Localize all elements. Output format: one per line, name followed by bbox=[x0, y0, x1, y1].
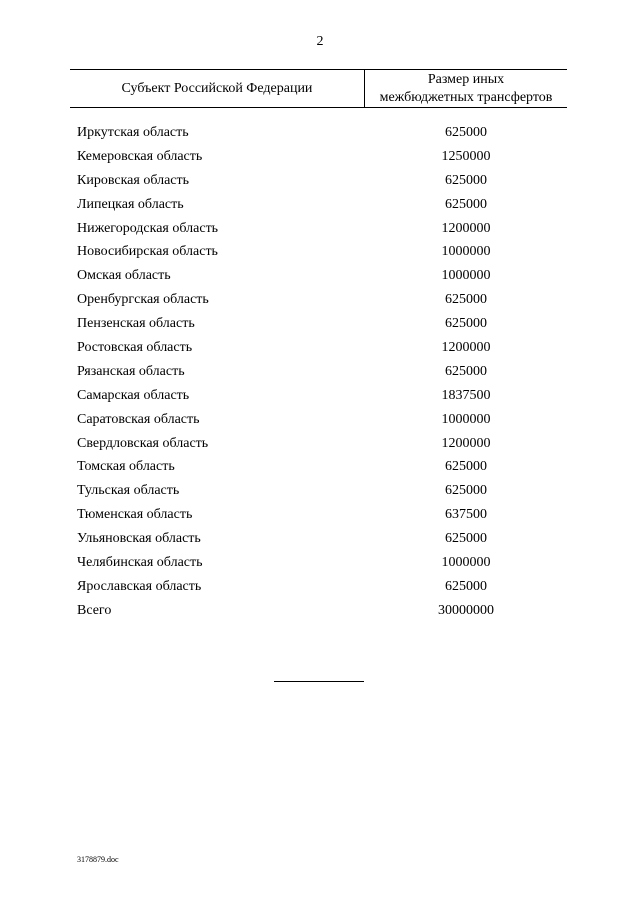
table-row bbox=[0, 121, 640, 145]
total-label: Всего bbox=[77, 602, 112, 618]
region-name: Самарская область bbox=[77, 387, 190, 403]
region-name: Томская область bbox=[77, 459, 175, 475]
table-row bbox=[0, 384, 640, 408]
transfer-amount: 625000 bbox=[445, 316, 487, 332]
table-row bbox=[0, 217, 640, 241]
region-name: Ярославская область bbox=[77, 578, 202, 594]
transfer-amount: 1000000 bbox=[441, 268, 491, 284]
region-name: Свердловская область bbox=[77, 435, 209, 451]
page-number: 2 bbox=[316, 34, 324, 49]
region-name: Тульская область bbox=[77, 483, 180, 499]
region-name: Омская область bbox=[77, 268, 171, 284]
transfer-amount: 625000 bbox=[445, 483, 487, 499]
table-row bbox=[0, 479, 640, 503]
table-row bbox=[0, 551, 640, 575]
transfer-amount: 1000000 bbox=[441, 244, 491, 260]
table-row bbox=[0, 288, 640, 312]
table-row bbox=[0, 527, 640, 551]
transfer-amount: 1200000 bbox=[441, 435, 491, 451]
region-name: Кемеровская область bbox=[77, 148, 203, 164]
table-row bbox=[0, 336, 640, 360]
transfer-amount: 625000 bbox=[445, 531, 487, 547]
region-name: Пензенская область bbox=[77, 316, 195, 332]
region-name: Челябинская область bbox=[77, 555, 203, 571]
table-row bbox=[0, 432, 640, 456]
table-row bbox=[0, 360, 640, 384]
transfer-amount: 625000 bbox=[445, 196, 487, 212]
transfer-amount: 1000000 bbox=[441, 411, 491, 427]
end-of-document-rule bbox=[274, 681, 364, 682]
total-row bbox=[0, 599, 640, 623]
table-row bbox=[0, 503, 640, 527]
header-amount-line2: межбюджетных трансфертов bbox=[379, 90, 553, 105]
table-row bbox=[0, 264, 640, 288]
transfer-amount: 1200000 bbox=[441, 340, 491, 356]
table-row bbox=[0, 408, 640, 432]
table-row bbox=[0, 193, 640, 217]
transfer-amount: 625000 bbox=[445, 172, 487, 188]
transfer-amount: 1837500 bbox=[441, 387, 491, 403]
total-amount: 30000000 bbox=[438, 602, 494, 618]
header-amount bbox=[365, 71, 567, 107]
region-name: Рязанская область bbox=[77, 363, 185, 379]
header-amount-line1: Размер иных bbox=[427, 72, 505, 87]
transfer-amount: 625000 bbox=[445, 363, 487, 379]
region-name: Тюменская область bbox=[77, 507, 193, 523]
region-name: Новосибирская область bbox=[77, 244, 218, 260]
region-name: Кировская область bbox=[77, 172, 190, 188]
region-name: Ростовская область bbox=[77, 340, 193, 356]
header-subject: Субъект Российской Федерации bbox=[121, 80, 313, 96]
region-name: Саратовская область bbox=[77, 411, 200, 427]
table-row bbox=[0, 169, 640, 193]
region-name: Липецкая область bbox=[77, 196, 184, 212]
transfer-amount: 1000000 bbox=[441, 555, 491, 571]
table-row bbox=[0, 575, 640, 599]
document-file-reference: 3178879.doc bbox=[77, 855, 119, 864]
transfer-amount: 1200000 bbox=[441, 220, 491, 236]
region-name: Оренбургская область bbox=[77, 292, 209, 308]
table-header bbox=[70, 69, 567, 108]
transfer-amount: 625000 bbox=[445, 578, 487, 594]
table-row bbox=[0, 455, 640, 479]
transfer-amount: 625000 bbox=[445, 459, 487, 475]
table-body bbox=[0, 121, 640, 623]
transfer-amount: 625000 bbox=[445, 125, 487, 140]
table-row bbox=[0, 312, 640, 336]
transfer-amount: 625000 bbox=[445, 292, 487, 308]
region-name: Иркутская область bbox=[77, 125, 189, 140]
transfer-amount: 637500 bbox=[445, 507, 487, 523]
transfer-amount: 1250000 bbox=[441, 148, 491, 164]
region-name: Нижегородская область bbox=[77, 220, 219, 236]
region-name: Ульяновская область bbox=[77, 531, 201, 547]
table-row bbox=[0, 240, 640, 264]
table-row bbox=[0, 145, 640, 169]
